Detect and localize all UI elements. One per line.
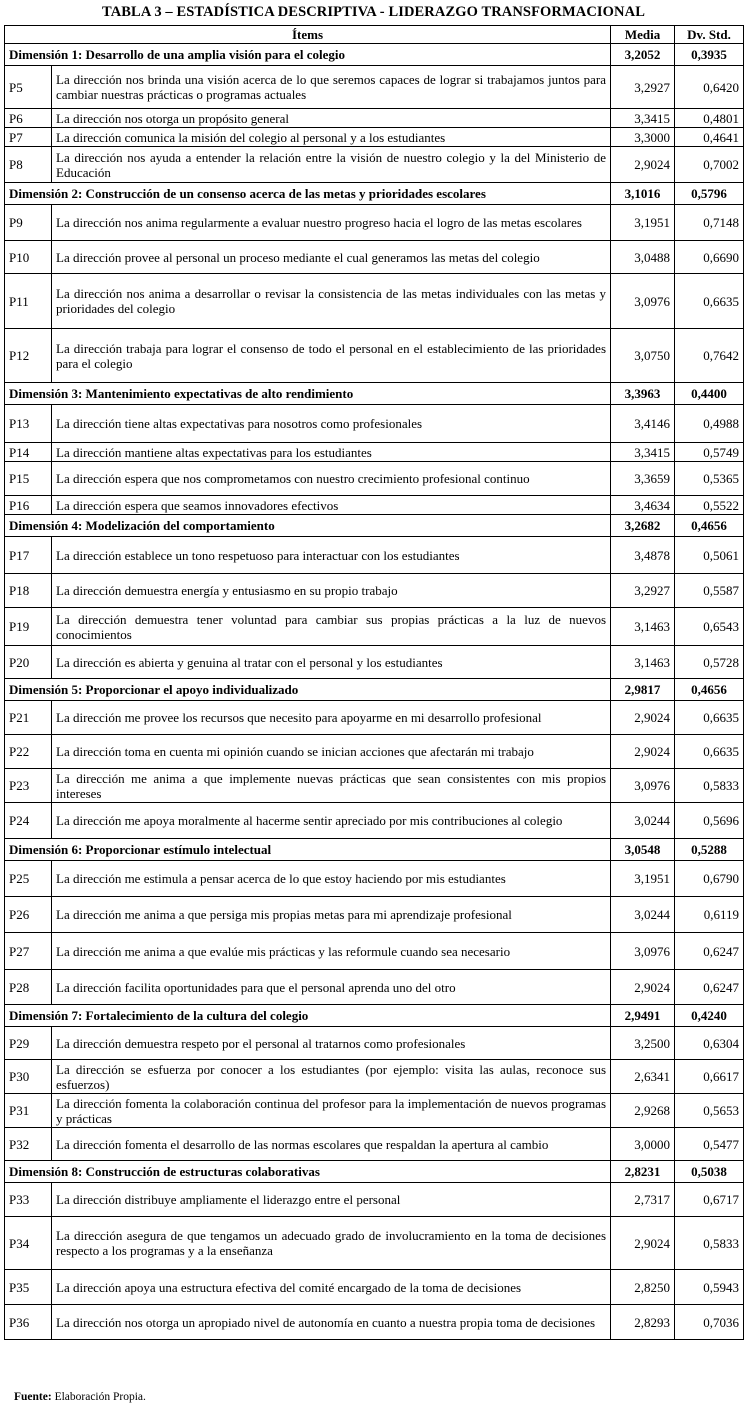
item-row: [5, 1217, 744, 1270]
item-text: La dirección nos otorga un apropiado nivel de autonomía en cuanto a nuestra propia toma de decisiones: [52, 1305, 611, 1340]
dimension-std: 0,5796: [675, 183, 744, 205]
item-code: P6: [5, 109, 52, 128]
item-media: 3,3000: [611, 128, 675, 147]
dimension-row: [5, 383, 744, 405]
item-row: [5, 443, 744, 462]
item-text: La dirección tiene altas expectativas para nosotros como profesionales: [52, 405, 611, 443]
item-media: 3,0244: [611, 897, 675, 933]
item-row: [5, 537, 744, 574]
item-row: [5, 1183, 744, 1217]
item-std: 0,6304: [675, 1027, 744, 1060]
item-std: 0,7642: [675, 329, 744, 383]
item-row: [5, 329, 744, 383]
item-media: 3,2500: [611, 1027, 675, 1060]
item-std: 0,7036: [675, 1305, 744, 1340]
item-code: P18: [5, 574, 52, 608]
dimension-media: 2,8231: [611, 1161, 675, 1183]
item-code: P11: [5, 274, 52, 329]
item-std: 0,6543: [675, 608, 744, 646]
item-media: 3,3659: [611, 462, 675, 496]
item-row: [5, 109, 744, 128]
item-code: P36: [5, 1305, 52, 1340]
dimension-label: Dimensión 7: Fortalecimiento de la cultura del colegio: [5, 1005, 611, 1027]
item-row: [5, 574, 744, 608]
item-media: 2,9268: [611, 1094, 675, 1128]
item-code: P13: [5, 405, 52, 443]
dimension-row: [5, 515, 744, 537]
item-media: 2,9024: [611, 147, 675, 183]
item-media: 3,0244: [611, 803, 675, 839]
item-row: [5, 1094, 744, 1128]
item-code: P31: [5, 1094, 52, 1128]
item-row: [5, 735, 744, 769]
item-row: [5, 861, 744, 897]
item-row: [5, 66, 744, 109]
dimension-label: Dimensión 1: Desarrollo de una amplia visión para el colegio: [5, 44, 611, 66]
dimension-media: 3,0548: [611, 839, 675, 861]
item-media: 3,4634: [611, 496, 675, 515]
item-code: P17: [5, 537, 52, 574]
item-row: [5, 897, 744, 933]
dimension-media: 3,2052: [611, 44, 675, 66]
item-code: P29: [5, 1027, 52, 1060]
item-std: 0,5833: [675, 1217, 744, 1270]
source-text: Elaboración Propia.: [54, 1391, 146, 1403]
dimension-std: 0,4656: [675, 679, 744, 701]
source-note: [14, 1391, 146, 1403]
item-text: La dirección apoya una estructura efectiva del comité encargado de la toma de decisiones: [52, 1270, 611, 1305]
item-media: 2,9024: [611, 970, 675, 1005]
item-text: La dirección fomenta la colaboración continua del profesor para la implementación de nuevos programas y prácticas: [52, 1094, 611, 1128]
item-std: 0,5061: [675, 537, 744, 574]
item-row: [5, 1305, 744, 1340]
dimension-row: [5, 44, 744, 66]
item-std: 0,6635: [675, 701, 744, 735]
item-code: P12: [5, 329, 52, 383]
item-std: 0,6635: [675, 735, 744, 769]
table-body: [5, 26, 744, 1340]
dimension-row: [5, 183, 744, 205]
item-code: P23: [5, 769, 52, 803]
item-text: La dirección comunica la misión del colegio al personal y a los estudiantes: [52, 128, 611, 147]
dimension-label: Dimensión 8: Construcción de estructuras colaborativas: [5, 1161, 611, 1183]
item-media: 2,7317: [611, 1183, 675, 1217]
item-media: 3,1951: [611, 861, 675, 897]
item-code: P10: [5, 241, 52, 274]
item-text: La dirección demuestra energía y entusiasmo en su propio trabajo: [52, 574, 611, 608]
item-media: 3,1463: [611, 646, 675, 679]
item-std: 0,5728: [675, 646, 744, 679]
item-text: La dirección demuestra tener voluntad para cambiar sus propias prácticas a la luz de nuevos conocimientos: [52, 608, 611, 646]
item-code: P35: [5, 1270, 52, 1305]
dimension-label: Dimensión 4: Modelización del comportamiento: [5, 515, 611, 537]
item-row: [5, 1128, 744, 1161]
item-std: 0,6119: [675, 897, 744, 933]
item-media: 2,6341: [611, 1060, 675, 1094]
item-text: La dirección nos brinda una visión acerca de lo que seremos capaces de lograr si trabajamos juntos para cambiar nuestras prácticas o programas actuales: [52, 66, 611, 109]
item-media: 2,8250: [611, 1270, 675, 1305]
item-media: 2,8293: [611, 1305, 675, 1340]
dimension-media: 3,3963: [611, 383, 675, 405]
item-media: 3,1951: [611, 205, 675, 241]
item-std: 0,5477: [675, 1128, 744, 1161]
item-text: La dirección me anima a que evalúe mis prácticas y las reformule cuando sea necesario: [52, 933, 611, 970]
dimension-label: Dimensión 6: Proporcionar estímulo intelectual: [5, 839, 611, 861]
item-media: 3,3415: [611, 443, 675, 462]
header-row: [5, 26, 744, 44]
item-text: La dirección me anima a que implemente nuevas prácticas que sean consistentes con mis propios intereses: [52, 769, 611, 803]
item-std: 0,6247: [675, 970, 744, 1005]
item-row: [5, 769, 744, 803]
item-code: P5: [5, 66, 52, 109]
item-std: 0,6690: [675, 241, 744, 274]
item-std: 0,6617: [675, 1060, 744, 1094]
item-std: 0,5696: [675, 803, 744, 839]
dimension-row: [5, 839, 744, 861]
item-row: [5, 608, 744, 646]
item-media: 3,2927: [611, 66, 675, 109]
dimension-std: 0,5288: [675, 839, 744, 861]
item-row: [5, 405, 744, 443]
item-row: [5, 128, 744, 147]
item-media: 3,0976: [611, 933, 675, 970]
item-row: [5, 1270, 744, 1305]
item-std: 0,5522: [675, 496, 744, 515]
dimension-std: 0,4400: [675, 383, 744, 405]
item-text: La dirección trabaja para lograr el consenso de todo el personal en el establecimiento de las prioridades para el colegio: [52, 329, 611, 383]
item-media: 2,9024: [611, 1217, 675, 1270]
item-code: P22: [5, 735, 52, 769]
item-text: La dirección distribuye ampliamente el liderazgo entre el personal: [52, 1183, 611, 1217]
header-items: Ítems: [5, 26, 611, 44]
item-row: [5, 803, 744, 839]
item-media: 3,3415: [611, 109, 675, 128]
item-std: 0,4801: [675, 109, 744, 128]
item-code: P28: [5, 970, 52, 1005]
item-code: P30: [5, 1060, 52, 1094]
dimension-row: [5, 679, 744, 701]
item-text: La dirección espera que seamos innovadores efectivos: [52, 496, 611, 515]
item-text: La dirección me apoya moralmente al hacerme sentir apreciado por mis contribuciones al colegio: [52, 803, 611, 839]
item-row: [5, 147, 744, 183]
item-text: La dirección nos ayuda a entender la relación entre la visión de nuestro colegio y la del Ministerio de Educación: [52, 147, 611, 183]
dimension-label: Dimensión 5: Proporcionar el apoyo individualizado: [5, 679, 611, 701]
item-code: P20: [5, 646, 52, 679]
item-media: 2,9024: [611, 701, 675, 735]
dimension-std: 0,4240: [675, 1005, 744, 1027]
item-code: P33: [5, 1183, 52, 1217]
item-std: 0,5365: [675, 462, 744, 496]
table-title: TABLA 3 – ESTADÍSTICA DESCRIPTIVA - LIDERAZGO TRANSFORMACIONAL: [102, 4, 645, 20]
header-media: Media: [611, 26, 675, 44]
item-row: [5, 1027, 744, 1060]
statistics-table: [4, 25, 744, 1340]
dimension-row: [5, 1005, 744, 1027]
dimension-row: [5, 1161, 744, 1183]
item-code: P21: [5, 701, 52, 735]
item-text: La dirección nos anima regularmente a evaluar nuestro progreso hacia el logro de las metas escolares: [52, 205, 611, 241]
item-row: [5, 241, 744, 274]
item-std: 0,5653: [675, 1094, 744, 1128]
dimension-media: 2,9817: [611, 679, 675, 701]
header-std: Dv. Std.: [675, 26, 744, 44]
item-text: La dirección me anima a que persiga mis propias metas para mi aprendizaje profesional: [52, 897, 611, 933]
item-code: P24: [5, 803, 52, 839]
item-code: P8: [5, 147, 52, 183]
item-std: 0,6635: [675, 274, 744, 329]
dimension-std: 0,5038: [675, 1161, 744, 1183]
item-text: La dirección me estimula a pensar acerca de lo que estoy haciendo por mis estudiantes: [52, 861, 611, 897]
dimension-std: 0,3935: [675, 44, 744, 66]
item-media: 3,0750: [611, 329, 675, 383]
item-row: [5, 496, 744, 515]
item-std: 0,7148: [675, 205, 744, 241]
item-media: 3,4878: [611, 537, 675, 574]
item-std: 0,4988: [675, 405, 744, 443]
item-code: P14: [5, 443, 52, 462]
item-row: [5, 1060, 744, 1094]
item-text: La dirección se esfuerza por conocer a los estudiantes (por ejemplo: visita las aulas, reconoce sus esfuerzos): [52, 1060, 611, 1094]
item-text: La dirección fomenta el desarrollo de las normas escolares que respaldan la apertura al cambio: [52, 1128, 611, 1161]
item-text: La dirección es abierta y genuina al tratar con el personal y los estudiantes: [52, 646, 611, 679]
item-code: P27: [5, 933, 52, 970]
item-code: P7: [5, 128, 52, 147]
item-row: [5, 970, 744, 1005]
item-text: La dirección nos anima a desarrollar o revisar la consistencia de las metas individuales con las metas y prioridades del colegio: [52, 274, 611, 329]
dimension-label: Dimensión 2: Construcción de un consenso acerca de las metas y prioridades escolares: [5, 183, 611, 205]
dimension-media: 3,2682: [611, 515, 675, 537]
item-code: P32: [5, 1128, 52, 1161]
item-text: La dirección nos otorga un propósito general: [52, 109, 611, 128]
item-media: 3,1463: [611, 608, 675, 646]
item-code: P16: [5, 496, 52, 515]
item-std: 0,6717: [675, 1183, 744, 1217]
item-text: La dirección asegura de que tengamos un adecuado grado de involucramiento en la toma de decisiones respecto a los programas y a la enseñanza: [52, 1217, 611, 1270]
item-text: La dirección facilita oportunidades para que el personal aprenda uno del otro: [52, 970, 611, 1005]
item-text: La dirección provee al personal un proceso mediante el cual generamos las metas del colegio: [52, 241, 611, 274]
item-std: 0,6247: [675, 933, 744, 970]
item-row: [5, 646, 744, 679]
dimension-label: Dimensión 3: Mantenimiento expectativas de alto rendimiento: [5, 383, 611, 405]
item-row: [5, 205, 744, 241]
item-media: 3,4146: [611, 405, 675, 443]
dimension-media: 2,9491: [611, 1005, 675, 1027]
item-text: La dirección mantiene altas expectativas para los estudiantes: [52, 443, 611, 462]
item-media: 3,0976: [611, 274, 675, 329]
item-std: 0,4641: [675, 128, 744, 147]
item-code: P25: [5, 861, 52, 897]
item-code: P26: [5, 897, 52, 933]
item-std: 0,6790: [675, 861, 744, 897]
item-row: [5, 462, 744, 496]
item-std: 0,5833: [675, 769, 744, 803]
item-row: [5, 701, 744, 735]
item-code: P15: [5, 462, 52, 496]
item-code: P34: [5, 1217, 52, 1270]
source-label: Fuente:: [14, 1391, 52, 1403]
item-code: P19: [5, 608, 52, 646]
item-row: [5, 274, 744, 329]
item-text: La dirección establece un tono respetuoso para interactuar con los estudiantes: [52, 537, 611, 574]
item-text: La dirección espera que nos comprometamos con nuestro crecimiento profesional continuo: [52, 462, 611, 496]
item-text: La dirección demuestra respeto por el personal al tratarnos como profesionales: [52, 1027, 611, 1060]
dimension-media: 3,1016: [611, 183, 675, 205]
item-std: 0,5749: [675, 443, 744, 462]
item-std: 0,6420: [675, 66, 744, 109]
item-std: 0,5587: [675, 574, 744, 608]
item-media: 3,0488: [611, 241, 675, 274]
item-std: 0,7002: [675, 147, 744, 183]
item-media: 3,0976: [611, 769, 675, 803]
item-media: 3,2927: [611, 574, 675, 608]
item-media: 3,0000: [611, 1128, 675, 1161]
item-media: 2,9024: [611, 735, 675, 769]
item-std: 0,5943: [675, 1270, 744, 1305]
item-row: [5, 933, 744, 970]
item-text: La dirección toma en cuenta mi opinión cuando se inician acciones que afectarán mi trabajo: [52, 735, 611, 769]
dimension-std: 0,4656: [675, 515, 744, 537]
item-code: P9: [5, 205, 52, 241]
item-text: La dirección me provee los recursos que necesito para apoyarme en mi desarrollo profesional: [52, 701, 611, 735]
